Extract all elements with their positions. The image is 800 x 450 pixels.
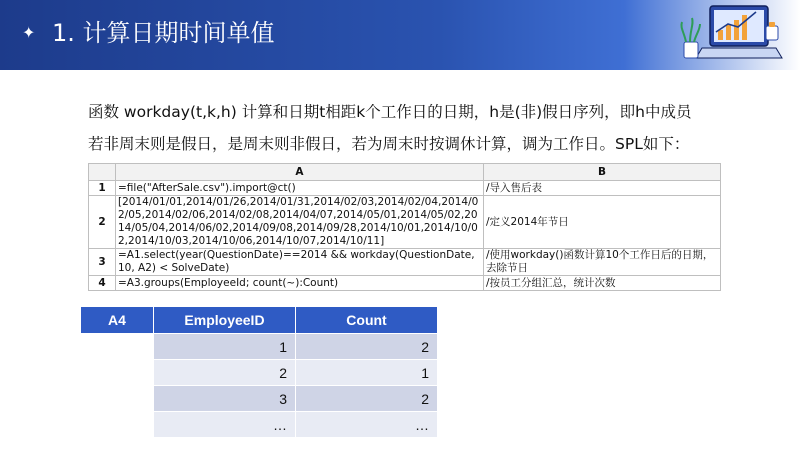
grid-row: [89, 276, 721, 291]
column-header-b: B: [484, 164, 721, 181]
table-row: [81, 334, 437, 359]
row-number: 4: [89, 276, 116, 291]
grid-row: [89, 181, 721, 196]
blank-cell: [81, 386, 153, 411]
table-row: [81, 412, 437, 437]
code-cell-a2[interactable]: [2014/01/01,2014/01/26,2014/01/31,2014/02/03,2014/02/04,2014/02/05,2014/02/06,2014/02/08,2014/04/07,2014/05/01,2014/05/02,2014/05/04,2014/06/02,2014/09/08,2014/09/28,2014/10/01,2014/10/02,2014/10/03,2014/10/06,2014/10/07,2014/10/11]: [116, 196, 484, 249]
comment-cell-b3[interactable]: /使用workday()函数计算10个工作日后的日期，去除节日: [484, 249, 721, 276]
slide-header: [0, 0, 800, 70]
employeeid-cell: 2: [154, 360, 295, 385]
result-header-cell-ref: A4: [81, 307, 153, 333]
grid-row: [89, 196, 721, 249]
analytics-laptop-illustration-icon: [676, 2, 786, 68]
spl-code-grid: [88, 163, 721, 291]
employeeid-cell: 3: [154, 386, 295, 411]
blank-cell: [81, 360, 153, 385]
result-header-employeeid: EmployeeID: [154, 307, 295, 333]
column-header-a: A: [116, 164, 484, 181]
code-cell-a3[interactable]: =A1.select(year(QuestionDate)==2014 && workday(QuestionDate, 10, A2) < SolveDate): [116, 249, 484, 276]
count-cell: 1: [296, 360, 437, 385]
employeeid-cell: 1: [154, 334, 295, 359]
code-cell-a4[interactable]: =A3.groups(EmployeeId; count(~):Count): [116, 276, 484, 291]
code-cell-a1[interactable]: =file("AfterSale.csv").import@ct(): [116, 181, 484, 196]
grid-corner-cell: [89, 164, 116, 181]
slide-title: 1. 计算日期时间单值: [52, 19, 275, 47]
table-row: [81, 386, 437, 411]
table-row: [81, 360, 437, 385]
intro-line-2: 若非周末则是假日，是周末则非假日，若为周末时按调休计算，调为工作日。SPL如下：: [88, 135, 690, 153]
count-cell: 2: [296, 334, 437, 359]
comment-cell-b1[interactable]: /导入售后表: [484, 181, 721, 196]
count-cell: …: [296, 412, 437, 437]
result-header-count: Count: [296, 307, 437, 333]
intro-line-1: 函数 workday(t,k,h) 计算和日期t相距k个工作日的日期，h是(非)假日序列，即h中成员: [88, 103, 692, 121]
employeeid-cell: …: [154, 412, 295, 437]
blank-cell: [81, 412, 153, 437]
count-cell: 2: [296, 386, 437, 411]
row-number: 3: [89, 249, 116, 276]
grid-row: [89, 249, 721, 276]
result-table: [80, 306, 438, 438]
comment-cell-b4[interactable]: /按员工分组汇总，统计次数: [484, 276, 721, 291]
sparkle-bullet-icon: ✦: [22, 23, 36, 42]
blank-cell: [81, 334, 153, 359]
comment-cell-b2[interactable]: /定义2014年节日: [484, 196, 721, 249]
row-number: 1: [89, 181, 116, 196]
row-number: 2: [89, 196, 116, 249]
